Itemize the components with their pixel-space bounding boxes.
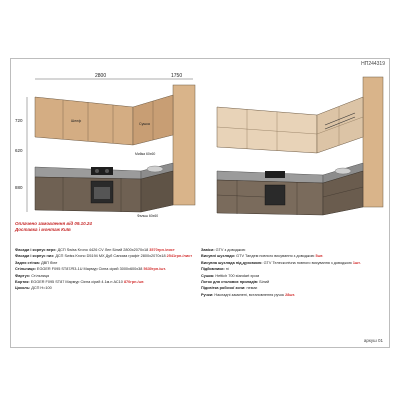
- spec-row: Цоколь: ДСП Н=100: [15, 286, 52, 291]
- spec-row: Фасади і корпус низ: ДСП Swiss Krono D5194 MX Дуб Санома графіт 2800х2070х18 2541грн./лист: [15, 254, 193, 259]
- dim-mid-h: 620: [15, 148, 23, 153]
- delivery-note: Доставка і монтаж Київ: [15, 227, 71, 232]
- label-shelf: Шелф: [71, 119, 82, 123]
- spec-row: Фасади і корпус верх: ДСП Swiss Krono 4426 CV Лен Білий 2800х2070х18 3570грн./лист: [15, 248, 175, 252]
- dim-top-b: 1750: [171, 73, 183, 79]
- label-washing-machine: Фальш 60х60: [137, 214, 159, 217]
- spec-row: Задня стінка: ДВП біле: [15, 260, 58, 265]
- spec-row: Бортик: EGGER F095 ST87 Мармур Сієна сірий 4.1м.п АС10 870грн./шт.: [15, 280, 145, 285]
- document-sheet: [10, 58, 390, 348]
- spec-right: [201, 247, 387, 298]
- dim-top-a: 2800: [95, 73, 107, 79]
- spec-row: Висувні шухляди: GTV Тандем повного висування з доводжою 5шт.: [201, 254, 324, 259]
- spec-row: Висувна шухляда під духовкою: GTV Телескопічна повного висування з доводжою 1шт.: [201, 260, 361, 265]
- spec-row: Лоток для столових приладів: Білий: [201, 280, 270, 285]
- order-notes: [15, 221, 92, 233]
- spec-row: Фартух: Стільниця: [15, 273, 50, 278]
- dim-base-h: 880: [15, 185, 23, 190]
- spec-row: Сушка: Hettich 700 standart хром: [201, 273, 260, 278]
- kitchen-drawing-interior: [207, 67, 389, 217]
- spec-row: Стільниця: EGGER F095 ST87/R3-1U Мармур Сієна сірий 3000х600х38 5630грн./шт.: [15, 267, 166, 272]
- label-dryer: Сушка: [139, 122, 150, 126]
- spec-row: Завіси: GTV з доводжою: [201, 248, 246, 252]
- dim-upper-h: 720: [15, 118, 23, 123]
- order-date: Оплачено замовлення від 09.10.24: [15, 221, 92, 226]
- spec-row: Підсвітка робочої зони: немає: [201, 286, 258, 291]
- spec-row: Ручки: Накладні замкнені, встановлення ручок 28шт.: [201, 292, 296, 297]
- label-hood: Мийка 60х60: [135, 152, 156, 156]
- sheet-footer: аркуш 01: [363, 338, 383, 343]
- sheet-code: НП244319: [361, 61, 385, 67]
- kitchen-drawing-dimensioned: [13, 67, 203, 217]
- spec-row: Підйомники: ні: [201, 267, 229, 272]
- spec-left: [15, 247, 200, 292]
